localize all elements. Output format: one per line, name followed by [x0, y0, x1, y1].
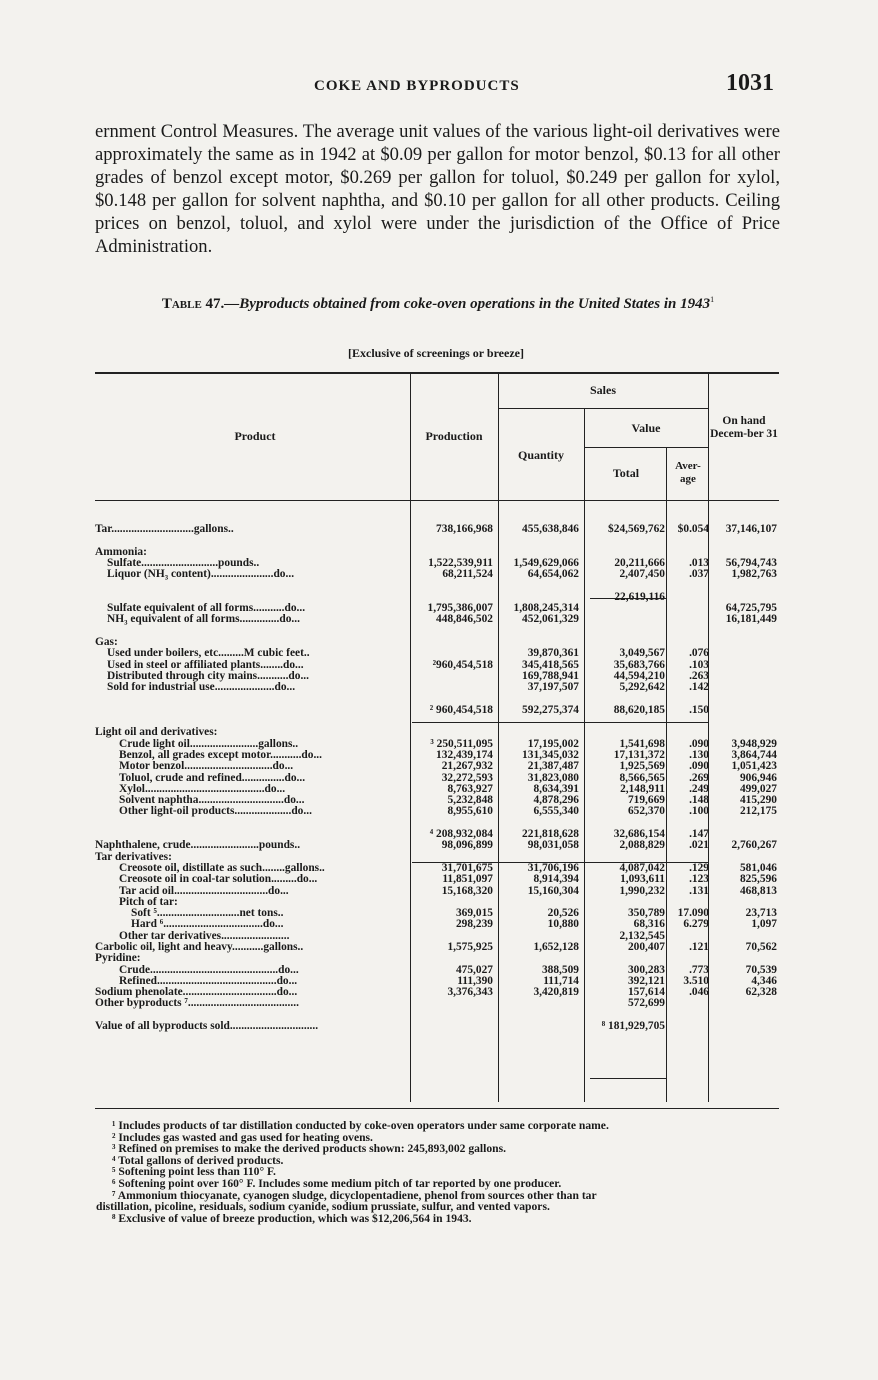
cell-quantity: 6,555,340: [533, 805, 579, 818]
cell-quantity: 10,880: [547, 918, 579, 931]
cell-average-value: .131: [689, 884, 709, 897]
table-row: [95, 682, 779, 693]
cell-on-hand: 70,539: [745, 963, 777, 976]
cell-production: 5,232,848: [447, 794, 493, 807]
total-rule: [590, 1078, 666, 1079]
cell-quantity: 111,714: [543, 974, 579, 987]
cell-total-value: 20,211,666: [614, 556, 665, 569]
table-spacer: [95, 580, 779, 591]
cell-production: 369,015: [455, 907, 493, 920]
cell-total-value: 35,683,766: [613, 658, 665, 671]
cell-quantity: 8,914,394: [533, 873, 579, 886]
row-label: Ammonia:: [95, 545, 147, 558]
running-header: COKE AND BYPRODUCTS: [314, 78, 520, 94]
cell-total-value: 5,292,642: [619, 681, 665, 694]
cell-on-hand: 4,346: [751, 974, 777, 987]
row-label: Sold for industrial use.....................do...: [107, 681, 296, 694]
cell-total-value: 2,407,450: [619, 568, 665, 581]
row-label: Sodium phenolate.................................do...: [95, 986, 298, 999]
cell-production: 132,439,174: [436, 748, 493, 761]
cell-average-value: .076: [689, 647, 709, 660]
row-label: Benzol, all grades except motor...........do...: [119, 748, 323, 761]
table-row: [95, 705, 779, 716]
cell-production: 98,096,899: [441, 839, 493, 852]
row-label: Pyridine:: [95, 952, 141, 965]
header-bottom-rule: [95, 500, 779, 501]
cell-on-hand: 212,175: [739, 805, 777, 818]
cell-total-value: 652,370: [627, 805, 665, 818]
cell-total-value: 1,925,569: [619, 760, 665, 773]
row-label: Creosote oil, distillate as such........gallons..: [119, 861, 325, 874]
cell-average-value: .037: [689, 568, 709, 581]
table-caption-note: 1: [710, 295, 715, 304]
row-label: Solvent naphtha..............................do...: [119, 794, 305, 807]
cell-on-hand: 415,290: [739, 794, 777, 807]
cell-average-value: .773: [689, 963, 709, 976]
row-label: Sulfate...........................pounds..: [107, 556, 260, 569]
cell-total-value: 3,049,567: [619, 647, 665, 660]
cell-total-value: 1,541,698: [619, 737, 665, 750]
cell-production: 11,851,097: [442, 873, 493, 886]
page-number: 1031: [726, 70, 774, 96]
footnotes: [96, 1119, 782, 1225]
cell-quantity: 21,387,487: [527, 760, 579, 773]
row-label: Other byproducts ⁷.......................................: [95, 997, 299, 1010]
cell-total-value: 392,121: [627, 974, 665, 987]
footnote: ³ Refined on premises to make the derived products shown: 245,893,002 gallons.: [112, 1142, 507, 1156]
cell-average-value: .090: [689, 760, 709, 773]
table-row: [95, 998, 779, 1009]
table-row: [95, 874, 779, 885]
cell-production: 15,168,320: [441, 884, 493, 897]
cell-quantity: 37,197,507: [527, 681, 579, 694]
table-top-rule: [95, 372, 779, 374]
cell-quantity: 64,654,062: [527, 568, 579, 581]
cell-average-value: .130: [689, 748, 709, 761]
table-row: [95, 806, 779, 817]
cell-quantity: 592,275,374: [522, 703, 579, 716]
cell-on-hand: 56,794,743: [725, 556, 777, 569]
cell-on-hand: 499,027: [739, 782, 777, 795]
cell-quantity: 39,870,361: [527, 647, 579, 660]
cell-on-hand: 70,562: [745, 940, 777, 953]
cell-average-value: .123: [689, 873, 709, 886]
table-row: [95, 727, 779, 738]
table-caption-text: —Byproducts obtained from coke-oven operations in the United States in 1943: [224, 296, 711, 312]
cell-production: 111,390: [457, 974, 493, 987]
table-row: [95, 614, 779, 625]
cell-average-value: 3.510: [683, 974, 709, 987]
header-average: Aver-age: [675, 460, 701, 485]
cell-production: 3,376,343: [447, 986, 493, 999]
row-label: Tar acid oil.................................do...: [119, 884, 289, 897]
cell-production: 8,763,927: [447, 782, 493, 795]
cell-production: 68,211,524: [442, 568, 493, 581]
row-label: Other tar derivatives........................: [119, 929, 290, 942]
row-label: Hard ⁶...................................do...: [131, 918, 284, 931]
table-row: [95, 953, 779, 964]
row-label: Refined..........................................do...: [119, 974, 298, 987]
cell-total-value: 572,699: [627, 997, 665, 1010]
cell-total-value: 88,620,185: [613, 703, 665, 716]
row-label: Tar.............................gallons..: [95, 523, 234, 535]
cell-quantity: 98,031,058: [527, 839, 579, 852]
cell-production: ⁴ 208,932,084: [429, 828, 493, 841]
cell-average-value: .142: [689, 681, 709, 694]
cell-total-value: 1,990,232: [619, 884, 665, 897]
cell-on-hand: 581,046: [739, 861, 777, 874]
row-label: Xylol..........................................do...: [119, 782, 286, 795]
cell-average-value: $0.054: [677, 523, 709, 535]
cell-average-value: .090: [689, 737, 709, 750]
cell-quantity: 345,418,565: [522, 658, 579, 671]
table-bottom-rule: [95, 1108, 779, 1109]
header-product: Product: [234, 429, 276, 443]
cell-quantity: 31,706,196: [527, 861, 579, 874]
cell-quantity: 452,061,329: [522, 613, 579, 626]
cell-production: 448,846,502: [436, 613, 493, 626]
row-label: Light oil and derivatives:: [95, 726, 218, 739]
cell-average-value: .103: [689, 658, 709, 671]
row-label: Soft ⁵.............................net tons..: [131, 907, 284, 920]
cell-average-value: .263: [689, 669, 709, 682]
table-subtitle: [Exclusive of screenings or breeze]: [348, 346, 524, 360]
cell-on-hand: 37,146,107: [725, 523, 777, 535]
footnote: ² Includes gas wasted and gas used for heating ovens.: [112, 1130, 373, 1144]
table-caption: [97, 290, 779, 314]
cell-on-hand: 2,760,267: [731, 839, 777, 852]
table-body: [95, 524, 779, 1032]
cell-average-value: .269: [689, 771, 709, 784]
footnote: ¹ Includes products of tar distillation conducted by coke-oven operators under same corporate name.: [112, 1119, 609, 1132]
cell-average-value: 6.279: [683, 918, 709, 931]
cell-on-hand: 1,982,763: [731, 568, 777, 581]
value-rule: [584, 447, 708, 448]
cell-on-hand: 825,596: [739, 873, 777, 886]
cell-total-value: 200,407: [627, 940, 665, 953]
cell-total-value: 17,131,372: [613, 748, 665, 761]
header-total: Total: [612, 466, 640, 480]
row-label: Gas:: [95, 635, 118, 648]
cell-quantity: 131,345,032: [522, 748, 579, 761]
cell-quantity: 169,788,941: [522, 669, 579, 682]
cell-production: 31,701,675: [441, 861, 493, 874]
cell-production: 298,239: [455, 918, 493, 931]
cell-on-hand: 3,948,929: [731, 737, 777, 750]
table-row: [95, 569, 779, 580]
gas-subtotal-rule: [412, 722, 708, 723]
header-sales: Sales: [589, 383, 616, 397]
ammonia-subtotal-rule: [590, 598, 666, 599]
footnote: ⁶ Softening point over 160° F. Includes some medium pitch of tar reported by one producer.: [112, 1176, 562, 1190]
lightoil-subtotal-rule: [412, 862, 708, 863]
table-row: [95, 1021, 779, 1032]
row-label: Motor benzol...............................do...: [119, 760, 294, 773]
cell-total-value: 300,283: [627, 963, 665, 976]
cell-quantity: 388,509: [541, 963, 579, 976]
table-caption-lead: Table 47.: [161, 296, 225, 312]
cell-quantity: 455,638,846: [522, 523, 579, 535]
table-spacer: [95, 626, 779, 637]
footnote: ⁵ Softening point less than 110° F.: [112, 1165, 276, 1179]
cell-production: 475,027: [455, 963, 493, 976]
row-label: Tar derivatives:: [95, 850, 172, 863]
cell-production: ² 960,454,518: [429, 703, 493, 716]
table-row: [95, 840, 779, 851]
cell-total-value: 4,087,042: [619, 861, 665, 874]
cell-average-value: 17.090: [677, 907, 709, 920]
cell-average-value: .046: [689, 986, 709, 999]
cell-total-value: 719,669: [627, 794, 665, 807]
cell-total-value: 2,132,545: [619, 929, 665, 942]
row-label: Naphthalene, crude........................pounds..: [95, 839, 301, 852]
table-spacer: [95, 535, 779, 546]
cell-production: 8,955,610: [447, 805, 493, 818]
cell-total-value: 2,148,911: [620, 782, 665, 795]
cell-production: 1,795,386,007: [427, 602, 493, 615]
row-label: Sulfate equivalent of all forms...........do...: [107, 602, 306, 615]
cell-quantity: 1,549,629,066: [513, 556, 579, 569]
row-label: Toluol, crude and refined...............do...: [119, 771, 306, 784]
cell-total-value: 44,594,210: [613, 669, 665, 682]
row-label: Value of all byproducts sold...............................: [95, 1020, 319, 1033]
cell-average-value: .121: [689, 940, 709, 953]
cell-total-value: 8,566,565: [619, 771, 665, 784]
table-row: [95, 648, 779, 659]
table-row: [95, 761, 779, 772]
cell-quantity: 3,420,819: [533, 986, 579, 999]
sales-rule: [498, 408, 708, 409]
cell-on-hand: 23,713: [745, 907, 777, 920]
header-production: Production: [425, 429, 483, 443]
cell-average-value: .129: [689, 861, 709, 874]
cell-production: 21,267,932: [441, 760, 493, 773]
row-label: Used under boilers, etc.........M cubic feet..: [107, 647, 310, 660]
cell-production: ³ 250,511,095: [430, 737, 493, 750]
cell-total-value: 1,093,611: [620, 873, 665, 886]
cell-quantity: 4,878,296: [533, 794, 579, 807]
cell-quantity: 31,823,080: [527, 771, 579, 784]
row-label: Crude.............................................do...: [119, 963, 299, 976]
row-label: Pitch of tar:: [119, 895, 178, 908]
cell-on-hand: 16,181,449: [725, 613, 777, 626]
cell-production: 32,272,593: [441, 771, 493, 784]
row-label: Other light-oil products....................do...: [119, 805, 312, 818]
cell-production: 738,166,968: [436, 523, 493, 535]
footnote: ⁸ Exclusive of value of breeze production, which was $12,206,564 in 1943.: [112, 1211, 472, 1225]
cell-on-hand: 64,725,795: [725, 602, 777, 615]
row-label: Liquor (NH₃ content)......................do...: [107, 568, 295, 581]
cell-total-value: 2,088,829: [619, 839, 665, 852]
cell-average-value: .150: [689, 703, 709, 716]
cell-average-value: .013: [689, 556, 709, 569]
row-label: NH₃ equivalent of all forms..............do...: [107, 613, 300, 626]
row-label: Distributed through city mains...........do...: [107, 669, 309, 682]
table-row: [95, 919, 779, 930]
cell-average-value: .021: [689, 839, 709, 852]
cell-total-value: ⁸ 181,929,705: [601, 1020, 665, 1033]
header-value: Value: [631, 421, 661, 435]
footnote: ⁷ Ammonium thiocyanate, cyanogen sludge, dicyclopentadiene, phenol from sources other than tar: [112, 1188, 597, 1202]
cell-average-value: .249: [689, 782, 709, 795]
cell-on-hand: 1,097: [751, 918, 777, 931]
header-quantity: Quantity: [517, 448, 564, 462]
row-label: Used in steel or affiliated plants........do...: [107, 658, 304, 671]
header-on-hand: On hand Decem-ber 31: [710, 415, 778, 440]
cell-total-value: 157,614: [627, 986, 665, 999]
cell-production: ²960,454,518: [432, 658, 493, 671]
cell-total-value: $24,569,762: [608, 523, 665, 535]
cell-quantity: 221,818,628: [522, 828, 579, 841]
cell-average-value: .100: [689, 805, 709, 818]
cell-total-value: 350,789: [627, 907, 665, 920]
cell-total-value: 32,686,154: [613, 828, 665, 841]
row-label: Crude light oil........................gallons..: [119, 737, 299, 750]
cell-on-hand: 1,051,423: [731, 760, 777, 773]
cell-on-hand: 62,328: [745, 986, 777, 999]
cell-average-value: .148: [689, 794, 709, 807]
cell-production: 1,575,925: [447, 940, 493, 953]
cell-quantity: 1,808,245,314: [513, 602, 579, 615]
cell-quantity: 8,634,391: [533, 782, 579, 795]
cell-on-hand: 3,864,744: [731, 748, 777, 761]
cell-on-hand: 906,946: [739, 771, 777, 784]
cell-quantity: 20,526: [547, 907, 579, 920]
table-row: [95, 524, 779, 535]
body-paragraph: ernment Control Measures. The average unit values of the various light-oil derivatives were approximately the same as in 1942 at $0.09 per gallon for motor benzol, $0.13 for all other grades of benzol except motor, $0.269 per gallon for toluol, $0.249 per gallon for xylol, $0.148 per gallon for solvent naphtha, and $0.10 per gallon for all other products. Ceiling prices on benzol, toluol, and xylol were under the jurisdiction of the Office of Price Administration.: [95, 121, 780, 257]
table-row: [95, 942, 779, 953]
cell-total-value: 22,619,116: [614, 590, 665, 603]
cell-quantity: 1,652,128: [533, 940, 579, 953]
cell-total-value: 68,316: [633, 918, 665, 931]
table-row: [95, 886, 779, 897]
cell-quantity: 15,160,304: [527, 884, 579, 897]
footnote: distillation, picoline, residuals, sodium cyanide, sodium prussiate, sulfur, and vented vapors.: [96, 1200, 550, 1214]
footnote: ⁴ Total gallons of derived products.: [112, 1153, 284, 1167]
cell-quantity: 17,195,002: [527, 737, 579, 750]
cell-average-value: .147: [689, 828, 709, 841]
row-label: Creosote oil in coal-tar solution.........do...: [119, 873, 318, 886]
cell-on-hand: 468,813: [739, 884, 777, 897]
row-label: Carbolic oil, light and heavy...........gallons..: [95, 940, 304, 953]
cell-production: 1,522,539,911: [428, 556, 493, 569]
